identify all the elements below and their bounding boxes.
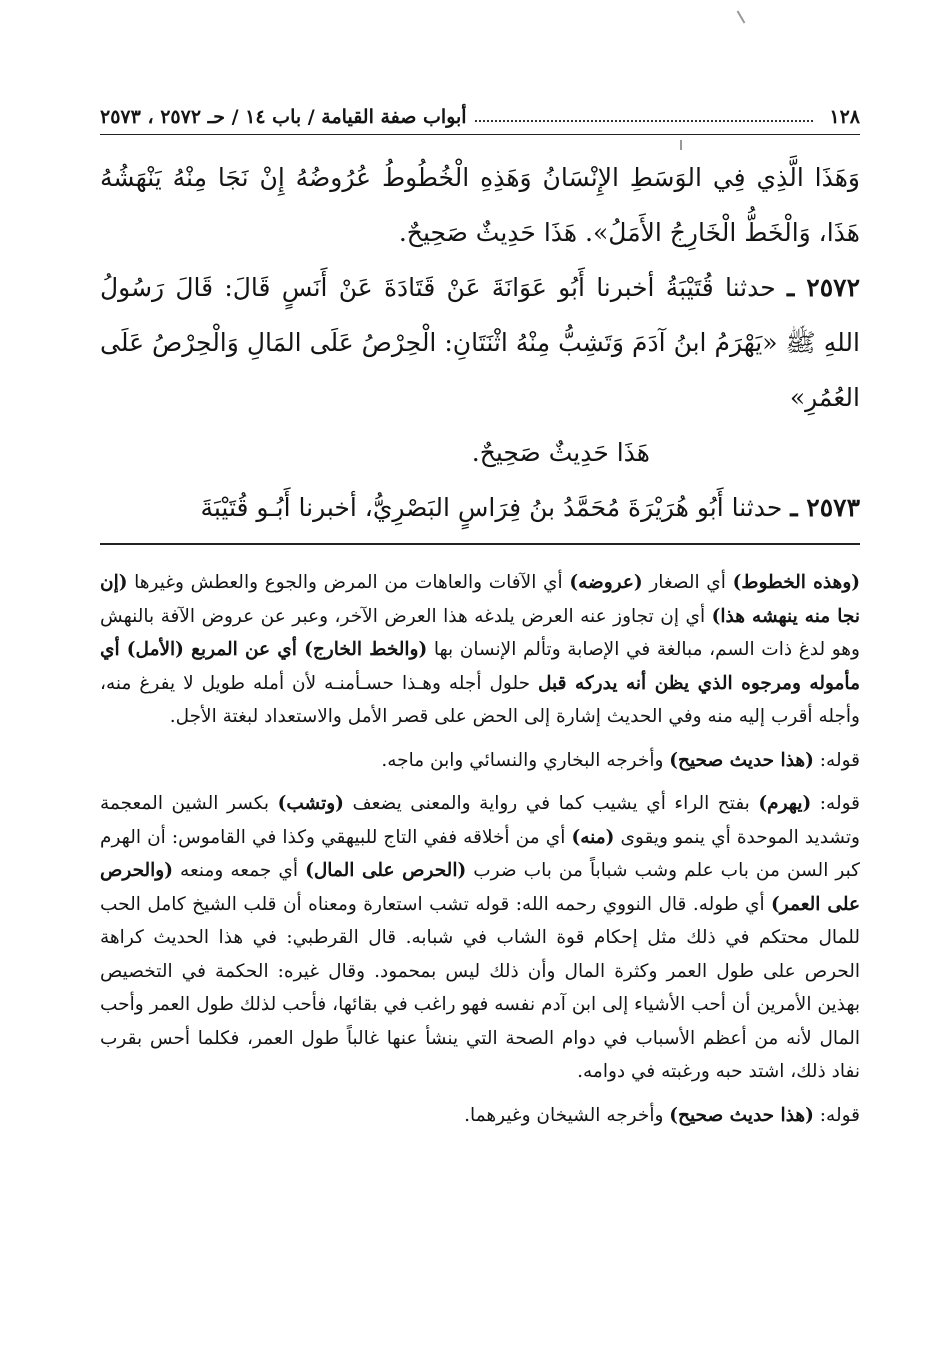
hadith-number: ٢٥٧٣ ـ: [790, 493, 860, 522]
commentary-text: قوله:: [813, 749, 860, 771]
commentary-text: وأخرجه الشيخان وغيرهما.: [464, 1104, 670, 1126]
commentary-text: أي الصغار: [642, 572, 733, 593]
commentary-text: بفتح الراء أي يشيب كما في رواية والمعنى يضعف: [343, 793, 759, 814]
commentary-paragraph: [100, 1099, 860, 1133]
commentary: [100, 566, 860, 1132]
commentary-paragraph: [100, 566, 860, 734]
quoted-term: (هذا حديث صحيح): [669, 1104, 814, 1126]
commentary-text: قوله:: [813, 1104, 860, 1126]
commentary-paragraph: [100, 787, 860, 1089]
quoted-term: (عروضه): [569, 572, 643, 593]
quoted-term: (الحرص على المال): [305, 860, 467, 881]
commentary-text: أي إن تجاوز عنه العرض يلدغه هذا العرض الآخر، وعبر عن عروض الآفة بالنهش وهو لدغ ذات السم، مبالغة في الإصابة وتألم الإنسان بها: [100, 605, 860, 660]
hadith-grade: هَذَا حَدِيثٌ صَحِيحٌ.: [471, 438, 650, 467]
hadith-2573: [100, 480, 860, 535]
page-number: ١٢٨: [829, 106, 860, 128]
quoted-term: (والحرص على العمر): [100, 860, 860, 915]
commentary-text: قوله:: [811, 793, 860, 814]
commentary-text: حلول أجله وهـذا حسـأمنـه لأن أمله طويل لا يفرغ منه، وأجله أقرب إليه منه وفي الحديث إشارة إلى الحض على قصر الأمل والاستعداد لبغتة الأجل.: [100, 672, 860, 727]
scan-mark: [737, 10, 746, 23]
commentary-text: بكسر الشين المعجمة وتشديد الموحدة أي ينمو ويقوى: [100, 793, 860, 848]
hadith-2572: [100, 260, 860, 425]
quoted-term: (منه): [571, 826, 615, 848]
scan-mark: [680, 140, 682, 150]
hadith-2571-ending: وَهَذَا الَّذِي فِي الوَسَطِ الإِنْسَانُ وَهَذِهِ الْخُطُوطُ عُرُوضُهُ إِنْ نَجَا مِنْهُ يَنْهَشُهُ هَذَا، وَالْخَطُّ الْخَارِجُ الأَمَلُ». هَذَا حَدِيثٌ صَحِيحٌ.: [100, 163, 860, 247]
commentary-text: أي جمعه ومنعه: [172, 860, 306, 881]
running-header: [100, 100, 860, 135]
commentary-paragraph: [100, 744, 860, 778]
quoted-term: (وتشب): [277, 793, 344, 814]
hadith-body: حدثنا أَبُو هُرَيْرَةَ مُحَمَّدُ بنُ فِرَاسٍ البَصْرِيُّ، أخبرنا أَبُـو قُتَيْبَةَ: [200, 493, 783, 522]
quoted-term: (إن نجا منه ينهشه هذا): [100, 572, 860, 627]
commentary-text: أي من أخلاقه ففي التاج للبيهقي وكذا في القاموس: أن الهرم كبر السن من باب علم وشب شباباً من باب ضرب: [100, 826, 860, 881]
quoted-term: (هذا حديث صحيح): [669, 749, 814, 771]
running-title: أبواب صفة القيامة / باب ١٤ / حـ ٢٥٧٢ ، ٢٥٧٣: [100, 106, 467, 128]
hadith-number: ٢٥٧٢ ـ: [786, 273, 860, 302]
footnote-divider: [100, 543, 860, 545]
hadith-text: [100, 150, 860, 535]
quoted-term: (والخط الخارج) أي عن المربع (الأمل) أي مأموله ومرجوه الذي يظن أنه يدركه قبل: [100, 639, 860, 694]
hadith-body: حدثنا قُتَيْبَةُ أخبرنا أَبُو عَوَانَةَ عَنْ قَتَادَةَ عَنْ أَنَسٍ قَالَ: قَالَ رَسُولُ اللهِ ﷺ «يَهْرَمُ ابنُ آدَمَ وَتَشِبُّ مِنْهُ اثْنَتَانِ: الْحِرْصُ عَلَى المَالِ وَالْحِرْصُ عَلَى العُمُرِ»: [100, 273, 860, 412]
quoted-term: (يهرم): [758, 793, 812, 814]
commentary-text: أي الآفات والعاهات من المرض والجوع والعطش وغيرها: [127, 572, 570, 593]
commentary-text: وأخرجه البخاري والنسائي وابن ماجه.: [381, 749, 670, 771]
leader-dots: [475, 120, 814, 122]
commentary-text: أي طوله. قال النووي رحمه الله: قوله تشب استعارة ومعناه أن قلب الشيخ كامل الحب للمال محتكم في ذلك مثل إحكام قوة الشاب في شبابه. قال القرطبي: في هذا الحديث كراهة الحرص على طول العمر وكثرة المال وأن ذلك ليس بمحمود. وقال غيره: الحكمة في التخصيص بهذين الأمرين أن أحب الأشياء إلى ابن آدم نفسه فهو راغب في بقائها، فأحب لذلك طول العمر وأحب المال لأنه من أعظم الأسباب في دوام الصحة التي ينشأ عنها غالباً طول العمر، فكلما أحس بقرب نفاد ذلك، اشتد حبه ورغبته في دوامه.: [100, 893, 860, 1082]
quoted-term: (وهذه الخطوط): [732, 572, 861, 593]
